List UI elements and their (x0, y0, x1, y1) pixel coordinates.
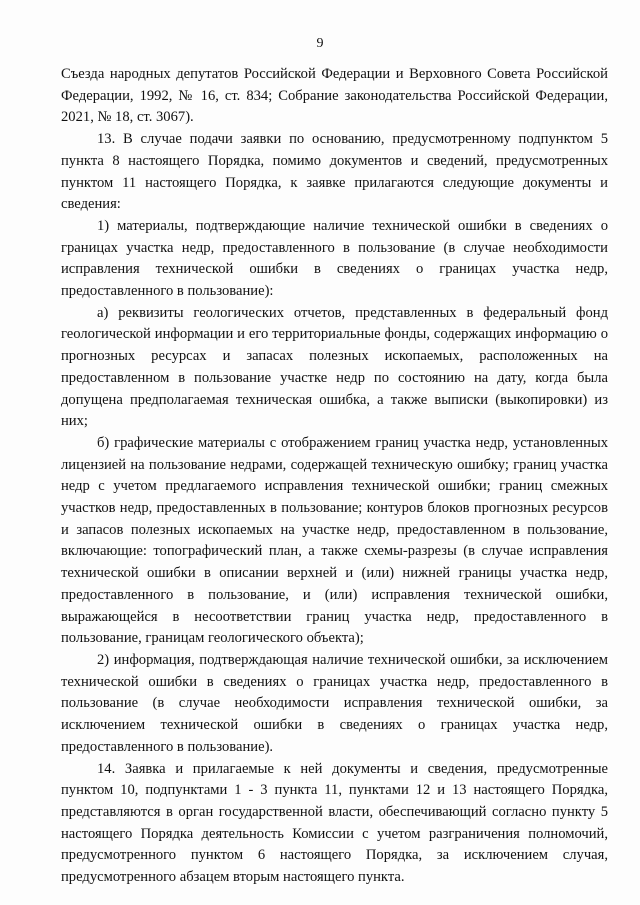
paragraph-subitem-1a: а) реквизиты геологических отчетов, представленных в федеральный фонд геологической информации и его территориальные фонды, содержащих информацию о прогнозных ресурсах и запасах полезных ископаемых, расположенных на предоставленном в пользование участке недр по состоянию на дату, когда была допущена предполагаемая техническая ошибка, а также выписки (выкопировки) из них; (61, 304, 608, 430)
page-number: 9 (316, 36, 324, 51)
paragraph-subitem-2: 2) информация, подтверждающая наличие технической ошибки, за исключением технической ошибки в сведениях о границах участка недр, предоставленного в пользование (в случае необходимости исправления технической ошибки, за исключением технической ошибки в сведениях о границах участка недр, предоставленного в пользование). (61, 651, 608, 755)
paragraph-item-14: 14. Заявка и прилагаемые к ней документы и сведения, предусмотренные пунктом 10, подпунктами 1 - 3 пункта 11, пунктами 12 и 13 настоящего Порядка, представляются в орган государственной власти, обеспечивающий согласно пункту 5 настоящего Порядка деятельность Комиссии с учетом разграничения полномочий, предусмотренного пунктом 6 настоящего Порядка, за исключением случая, предусмотренного абзацем вторым настоящего пункта. (61, 760, 608, 886)
paragraph-subitem-1b: б) графические материалы с отображением границ участка недр, установленных лицензией на пользование недрами, содержащей техническую ошибку; границ участка недр с учетом предлагаемого исправления технической ошибки; границ смежных участков недр, предоставленных в пользование; контуров блоков прогнозных ресурсов и запасов полезных ископаемых на участке недр, предоставленном в пользование, включающие: топографический план, а также схемы-разрезы (в случае исправления технической ошибки в описании верхней и (или) нижней границы участка недр, предоставленного в пользование, и (или) исправления технической ошибки, выражающейся в несоответствии границ участка недр, предоставленного в пользование, границам геологического объекта); (61, 434, 608, 647)
paragraph-continuation: Съезда народных депутатов Российской Федерации и Верховного Совета Российской Федерации, 1992, № 16, ст. 834; Собрание законодательства Российской Федерации, 2021, № 18, ст. 3067). (61, 66, 608, 126)
paragraph-subitem-1: 1) материалы, подтверждающие наличие технической ошибки в сведениях о границах участка недр, предоставленного в пользование (в случае необходимости исправления технической ошибки в сведениях о границах участка недр, предоставленного в пользование): (61, 217, 608, 300)
paragraph-item-13: 13. В случае подачи заявки по основанию, предусмотренному подпунктом 5 пункта 8 настоящего Порядка, помимо документов и сведений, предусмотренных пунктом 11 настоящего Порядка, к заявке прилагаются следующие документы и сведения: (61, 131, 608, 213)
document-body (61, 64, 608, 889)
